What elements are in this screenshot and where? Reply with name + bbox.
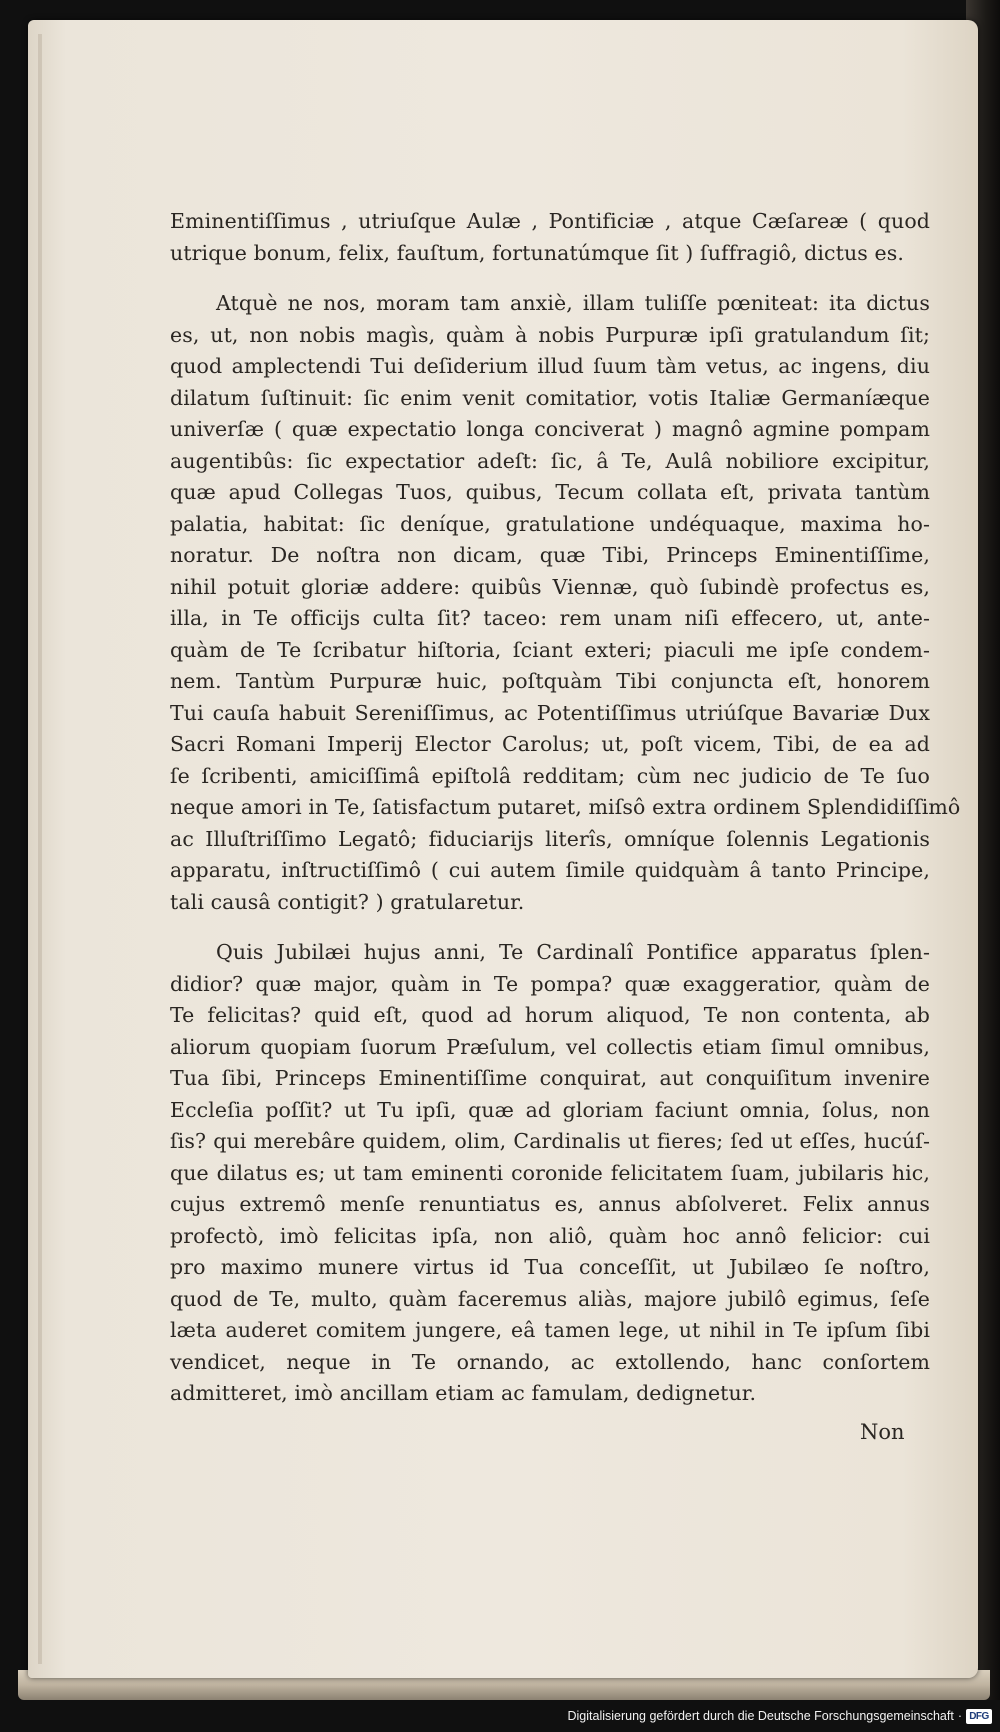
text-line: noratur. De noſtra non dicam, quæ Tibi, Princeps Eminentiſſime, xyxy=(170,543,930,567)
text-line: læta auderet comitem jungere, eâ tamen lege, ut nihil in Te ipſum ſibi xyxy=(170,1318,930,1342)
text-line: profectò, imò felicitas ipſa, non aliô, quàm hoc annô felicior: cui xyxy=(170,1223,930,1248)
text-line: es, ut, non nobis magìs, quàm à nobis Purpuræ ipſi gratulandum ſit; xyxy=(170,322,930,347)
text-line: pro maximo munere virtus id Tua conceſſit, ut Jubilæo ſe noſtro, xyxy=(170,1255,930,1279)
text-line: palatia, habitat: ſic deníque, gratulatione undéquaque, maxima ho- xyxy=(170,511,930,536)
text-line: quod de Te, multo, quàm faceremus aliàs, majore jubilô egimus, ſeſe xyxy=(170,1286,930,1311)
text-line: que dilatus es; ut tam eminenti coronide felicitatem ſuam, jubilaris hic, xyxy=(170,1160,930,1185)
text-line: quàm de Te ſcribatur hiſtoria, ſciant exteri; piaculi me ipſe condem- xyxy=(170,637,930,662)
text-line: didior? quæ major, quàm in Te pompa? quæ exaggeratior, quàm de xyxy=(170,971,930,996)
text-line: Tui cauſa habuit Sereniſſimus, ac Potentiſſimus utriúſque Bavariæ Dux xyxy=(170,700,930,725)
text-line: quod amplectendi Tui deſiderium illud ſuum tàm vetus, ac ingens, diu xyxy=(170,354,930,378)
text-line: augentibûs: ſic expectatior adeſt: ſic, â Te, Aulâ nobiliore excipitur, xyxy=(170,448,930,473)
text-line: nihil potuit gloriæ addere: quibûs Viennæ, quò ſubindè profectus es, xyxy=(170,574,930,599)
text-line: univerſæ ( quæ expectatio longa conciverat ) magnô agmine pompam xyxy=(170,417,930,441)
text-line: cujus extremô menſe renuntiatus es, annus abſolveret. Felix annus xyxy=(170,1192,930,1216)
text-line: admitteret, imò ancillam etiam ac famulam, dedignetur. xyxy=(170,1381,757,1405)
body-text xyxy=(170,206,961,1410)
paragraph-1 xyxy=(170,206,930,269)
text-line: apparatu, inſtructiſſimô ( cui autem ſimile quidquàm â tanto Principe, xyxy=(170,858,930,882)
text-line: tali causâ contigit? ) gratularetur. xyxy=(170,889,525,914)
text-line: dilatum ſuſtinuit: ſic enim venit comitatior, votis Italiæ Germaníæque xyxy=(170,385,930,410)
text-line: nem. Tantùm Purpuræ huic, poſtquàm Tibi conjuncta eſt, honorem xyxy=(170,669,930,693)
credit-text: Digitalisierung gefördert durch die Deutsche Forschungsgemeinschaft xyxy=(567,1709,954,1723)
text-line: Eminentiſſimus , utriuſque Aulæ , Pontificiæ , atque Cæſareæ ( quod xyxy=(170,209,930,233)
page-gutter-shadow xyxy=(38,34,42,1664)
paragraph-3 xyxy=(170,937,930,1410)
text-line: Sacri Romani Imperij Elector Carolus; ut, poſt vicem, Tibi, de ea ad xyxy=(170,732,930,756)
text-line: utrique bonum, felix, fauſtum, fortunatúmque ſit ) ſuffragiô, dictus es. xyxy=(170,240,904,265)
catchword: Non xyxy=(860,1420,905,1444)
text-line: neque amori in Te, ſatisfactum putaret, miſsô extra ordinem Splendidiſſimô xyxy=(170,795,961,819)
text-line: quæ apud Collegas Tuos, quibus, Tecum collata eſt, privata tantùm xyxy=(170,480,930,504)
text-line: ſe ſcribenti, amiciſſimâ epiſtolâ redditam; cùm nec judicio de Te ſuo xyxy=(170,763,930,788)
credit-separator: · xyxy=(957,1709,962,1723)
digitization-credit xyxy=(568,1706,993,1726)
text-line: ac Illuſtriſſimo Legatô; fiduciarijs literîs, omníque ſolennis Legationis xyxy=(170,826,930,851)
text-line: ſis? qui merebâre quidem, olim, Cardinalis ut fieres; ſed ut eſſes, hucúſ- xyxy=(170,1129,930,1153)
text-line: aliorum quopiam ſuorum Præſulum, vel collectis etiam ſimul omnibus, xyxy=(170,1034,930,1059)
text-line: Quis Jubilæi hujus anni, Te Cardinalî Pontifice apparatus ſplen- xyxy=(216,940,930,964)
text-line: vendicet, neque in Te ornando, ac extollendo, hanc conſortem xyxy=(170,1349,930,1374)
text-line: Eccleſia poſſit? ut Tu ipſi, quæ ad gloriam faciunt omnia, ſolus, non xyxy=(170,1097,930,1122)
text-line: Tua ſibi, Princeps Eminentiſſime conquirat, aut conquiſitum invenire xyxy=(170,1066,930,1090)
text-line: illa, in Te officijs culta ſit? taceo: rem unam niſi effecero, ut, ante- xyxy=(170,606,930,630)
text-line: Atquè ne nos, moram tam anxiè, illam tuliſſe pœniteat: ita dictus xyxy=(216,291,930,315)
paragraph-2 xyxy=(170,288,961,918)
text-line: Te felicitas? quid eſt, quod ad horum aliquod, Te non contenta, ab xyxy=(170,1003,930,1027)
dfg-logo-icon: DFG xyxy=(966,1709,992,1724)
